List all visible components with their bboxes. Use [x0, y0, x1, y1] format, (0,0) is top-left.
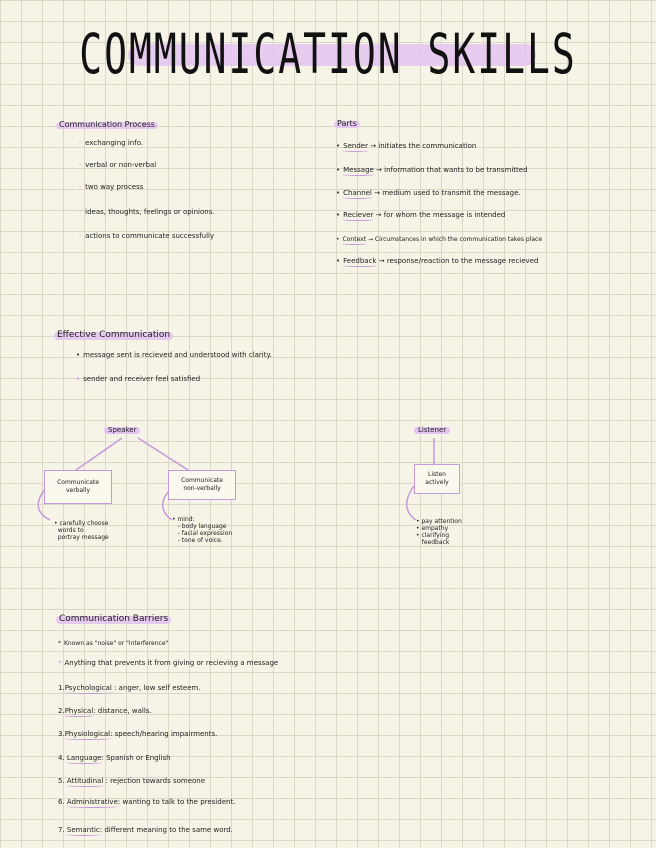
page-title: COMMUNICATION SKILLS: [79, 22, 577, 86]
parts-item: • Reciever → for whom the message is intended: [336, 211, 506, 219]
process-item: ◦ two way process: [78, 183, 144, 191]
barrier-item: 1.Psychological : anger, low self esteem.: [58, 684, 201, 692]
listen-box: Listen actively: [414, 464, 460, 494]
nonverbal-note: • mind: - body language - facial expression - tone of voice.: [172, 516, 233, 544]
effective-heading: Effective Communication: [54, 330, 173, 340]
parts-item: • Message → information that wants to be transmitted: [336, 166, 528, 174]
process-item: ◦ ideas, thoughts, feelings or opinions.: [78, 208, 215, 216]
verbal-box: Communicate verbally: [44, 470, 112, 504]
process-heading: Communication Process: [56, 120, 158, 129]
verbal-note: • carefully choose words to portray message: [54, 520, 109, 541]
nonverbal-box: Communicate non-verbally: [168, 470, 236, 500]
barrier-item: 3.Physiological: speech/hearing impairments.: [58, 730, 218, 738]
barriers-known-as: * Known as "noise" or "interference": [58, 640, 169, 647]
barrier-item: 5. Attitudinal : rejection towards someone: [58, 777, 206, 785]
barrier-item: 6. Administrative: wanting to talk to the president.: [58, 798, 236, 806]
process-item: ◦ verbal or non-verbal: [78, 161, 157, 169]
listener-label: Listener: [414, 426, 450, 434]
parts-item: • Context → Circumstances in which the communication takes place: [336, 236, 543, 243]
parts-heading: Parts: [334, 119, 360, 128]
effective-item: • message sent is recieved and understood with clarity.: [76, 351, 272, 359]
barrier-item: 4. Language: Spanish or English: [58, 754, 171, 762]
parts-item: • Sender → initiates the communication: [336, 142, 477, 150]
listener-notes: • pay attention • empathy • clarifying feedback: [416, 518, 462, 546]
process-item: ◦ exchanging info.: [78, 139, 144, 147]
effective-item: • sender and receiver feel satisfied: [76, 375, 201, 383]
parts-item: • Channel → medium used to transmit the message.: [336, 189, 521, 197]
barriers-heading: Communication Barriers: [56, 614, 171, 624]
process-item: ◦ actions to communicate successfully: [78, 232, 215, 240]
barriers-definition: * Anything that prevents it from giving or recieving a message: [58, 659, 279, 667]
barrier-item: 7. Semantic: different meaning to the same word.: [58, 826, 233, 834]
speaker-label: Speaker: [104, 426, 140, 434]
parts-item: • Feedback → response/reaction to the message recieved: [336, 257, 539, 265]
barrier-item: 2.Physical: distance, walls.: [58, 707, 152, 715]
